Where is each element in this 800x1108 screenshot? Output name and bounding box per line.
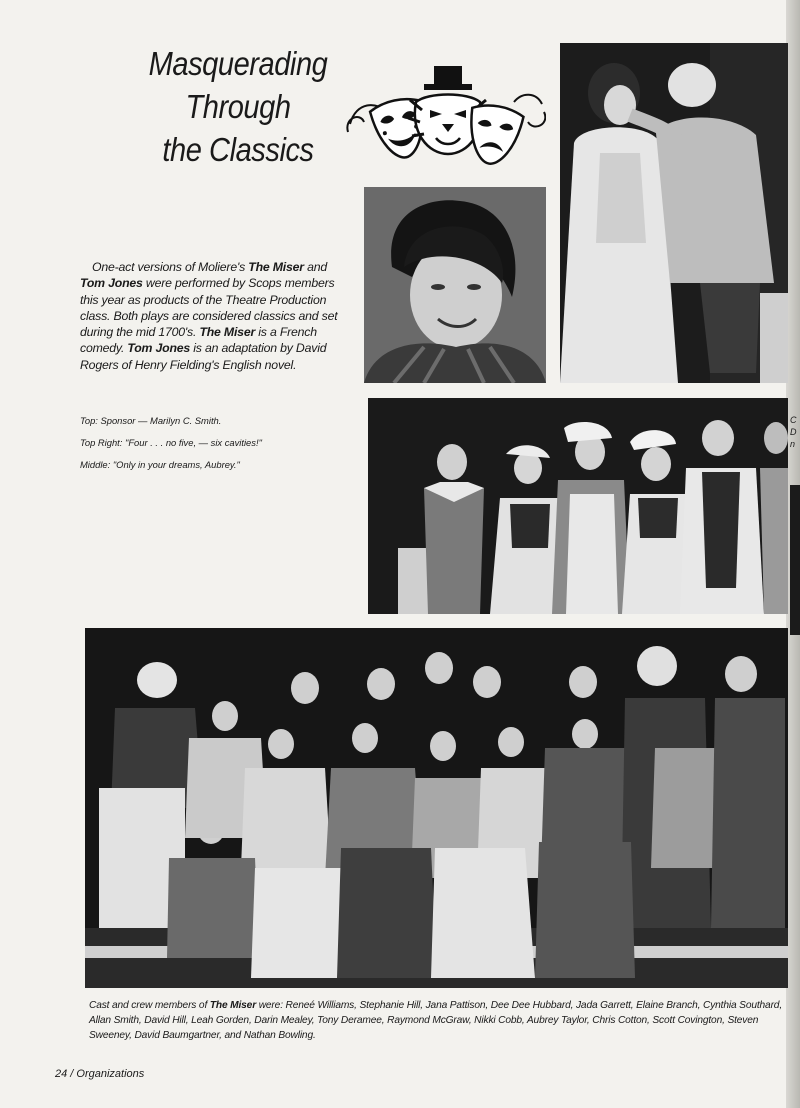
page-number: 24 / Organizations: [55, 1068, 145, 1080]
title-line-2: Through: [185, 88, 291, 125]
caption-top-right: Top Right: "Four . . . no five, — six cavities!": [80, 437, 262, 448]
theatre-masks-illustration: [346, 62, 546, 168]
adjacent-page-text: C D n: [790, 415, 797, 449]
page-title: [141, 42, 335, 171]
cast-names: were: Reneé Williams, Stephanie Hill, Jana Pattison, Dee Dee Hubbard, Jada Garrett, Elaine Branch, Cynthia Southard, Allan Smith, David Hill, Leah Gorden, Darin Mealey, Tony Deramee, Raymond McGraw, Nikki Cobb, Aubrey Taylor, Chris Cotton, Scott Covington, Steven Sweeney, David Baumgartner, and Nathan Bowling.: [89, 1000, 783, 1041]
title-line-1: Masquerading: [148, 45, 328, 82]
cast-list: [89, 998, 795, 1043]
intro-text-5: is an adaptation by David Rogers of Henry Fielding's English novel.: [80, 341, 327, 372]
adjacent-page-photo: [790, 485, 800, 635]
title-line-3: the Classics: [162, 131, 314, 168]
intro-text-3: were performed by Scops members this year as products of the Theatre Production class. Both plays are considered classics and set during the mid 1700's.: [80, 276, 338, 340]
intro-text-4: is a French comedy.: [80, 325, 317, 356]
intro-play-title: The Miser: [199, 325, 256, 340]
cast-group-photo: [85, 628, 788, 988]
sponsor-portrait-photo: [364, 187, 546, 383]
intro-play-title: Tom Jones: [80, 276, 143, 291]
cast-prefix: Cast and crew members of: [89, 1000, 210, 1011]
caption-top: Top: Sponsor — Marilyn C. Smith.: [80, 415, 222, 426]
intro-text-1: One-act versions of Moliere's: [92, 260, 249, 274]
cast-play-title: The Miser: [209, 1000, 257, 1011]
tom-jones-scene-photo: [368, 398, 788, 614]
caption-middle: Middle: "Only in your dreams, Aubrey.": [80, 459, 240, 470]
intro-play-title: The Miser: [248, 260, 304, 274]
intro-play-title: Tom Jones: [127, 341, 191, 356]
intro-paragraph: [80, 259, 353, 373]
photo-captions: [80, 414, 353, 480]
intro-text-2: and: [303, 260, 328, 274]
dentist-scene-photo: [560, 43, 788, 383]
